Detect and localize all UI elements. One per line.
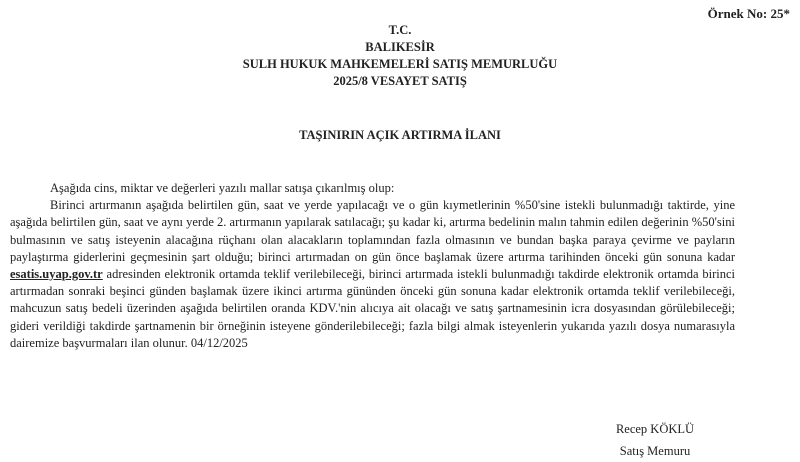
main-text-after-link: adresinden elektronik ortamda teklif verilebileceği, birinci artırmada istekli bulunmadığı takdirde elektronik ortamda birinci artırmadan sonraki beşinci günden başlamak üzere ikinci artırma gününden önceki gün sonuna kadar elektronik ortamda teklif verilebileceği, mahcuzun satış bedeli üzerinden aşağıda belirtilen oranda KDV.'nin alıcıya ait olacağı ve satış şartnamesinin icra dosyasından görülebileceği; gideri verildiği takdirde şartnamenin bir örneğinin isteyene gönderilebileceği; fazla bilgi almak isteyenlerin yukarıda yazılı dosya numarasıyla dairemize başvurmaları ilan olunur. 04/12/2025: [10, 267, 735, 350]
header-line-tc: T.C.: [388, 23, 412, 37]
signatory-role: Satış Memuru: [619, 444, 691, 458]
header-line-city: BALIKESİR: [365, 40, 435, 54]
signature-block: [600, 418, 710, 462]
signatory-name: Recep KÖKLÜ: [615, 422, 695, 436]
document-header: [0, 22, 800, 90]
document-body: [10, 180, 735, 352]
intro-paragraph: Aşağıda cins, miktar ve değerleri yazılı mallar satışa çıkarılmış olup:: [50, 181, 395, 195]
header-line-office: SULH HUKUK MAHKEMELERİ SATIŞ MEMURLUĞU: [242, 57, 558, 71]
esatis-link[interactable]: esatis.uyap.gov.tr: [10, 267, 103, 282]
header-line-file: 2025/8 VESAYET SATIŞ: [333, 74, 467, 88]
main-text-before-link: Birinci artırmanın aşağıda belirtilen gün, saat ve yerde yapılacağı ve o gün kıymetlerinin %50'sine istekli bulunmadığı taktirde, yine aşağıda belirtilen gün, saat ve aynı yerde 2. artırmanın yapılarak satılacağı; şu kadar ki, artırma bedelinin malın tahmin edilen değerinin %50'sini bulmasının ve satış isteyenin alacağına rüçhanı olan alacakların toplamından fazla olmasının ve bundan başka paraya çevirme ve payların paylaştırma giderlerini geçmesinin şart olduğu; birinci artırmadan on gün önce başlamak üzere artırma tarihinden önceki gün sonuna kadar: [10, 198, 735, 264]
main-paragraph: [10, 197, 735, 352]
document-title: TAŞINIRIN AÇIK ARTIRMA İLANI: [299, 128, 501, 142]
form-number: Örnek No: 25*: [707, 6, 790, 21]
